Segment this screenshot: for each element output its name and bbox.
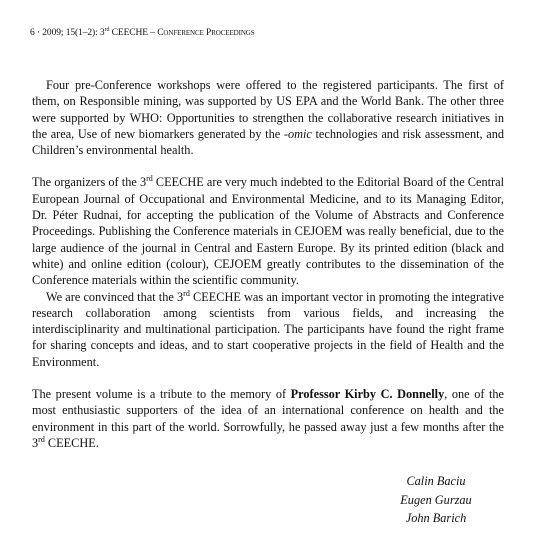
ordinal-superscript: rd bbox=[146, 174, 153, 184]
omic-term: -omic bbox=[283, 126, 312, 141]
signature-name: Eugen Gurzau bbox=[400, 492, 472, 507]
conclusion-text: CEECHE was an important vector in promoting the integrative research collaboration among scientists from various fields, and increasing the interdisciplinarity and multinational participation. The participants have found the right frame for sharing concepts and ideas, and to start cooperative projects in the field of Health and the Environment. bbox=[32, 289, 505, 369]
paragraph-acknowledgements bbox=[32, 174, 504, 288]
workshops-text: Four pre-Conference workshops were offered to the registered participants. The first of them, on Responsible mining, was supported by US EPA and the World Bank. The other three were supported by WHO: Opportunities to strengthen the collaborative research initiatives in the area, Use of new biomarkers generated by the bbox=[32, 78, 504, 141]
body-text bbox=[32, 77, 504, 451]
header-dash: – bbox=[147, 28, 158, 38]
signature-name: Calin Baciu bbox=[406, 474, 466, 488]
tribute-text: , one of the most enthusiastic supporters of the idea of an international conference on health and the environment in this part of the world. Sorrowfully, he passed away just a few months after the 3 bbox=[32, 387, 505, 450]
paragraph-conclusion bbox=[32, 289, 504, 370]
acknowledgements-text: CEECHE are very much indebted to the Editorial Board of the Central European Journal of Occupational and Environmental Medicine, and to its Managing Editor, Dr. Péter Rudnai, for accepting the publication of the Volume of Abstracts and Conference Proceedings. Publishing the Conference materials in CEJOEM was really beneficial, due to the large audience of the journal in Central and Eastern Europe. By its printed edition (black and white) and online edition (colour), CEJOEM greatly contributes to the dissemination of the Conference materials within the scientific community. bbox=[32, 175, 504, 288]
signature-block bbox=[386, 472, 486, 528]
ordinal-superscript: rd bbox=[104, 27, 110, 33]
paragraph-workshops bbox=[32, 77, 504, 158]
tribute-end: CEECHE. bbox=[44, 435, 99, 450]
ordinal-superscript: rd bbox=[38, 434, 45, 444]
running-header bbox=[30, 28, 255, 38]
journal-reference: 2009; 15(1–2): 3 bbox=[42, 28, 105, 38]
proceedings-label: Conference Proceedings bbox=[157, 28, 255, 38]
acknowledgements-start: The organizers of the 3 bbox=[32, 175, 147, 190]
ordinal-superscript: rd bbox=[183, 288, 190, 298]
header-separator: · bbox=[34, 28, 43, 38]
paragraph-tribute bbox=[32, 386, 504, 451]
honoree-name: Professor Kirby C. Donnelly bbox=[290, 387, 445, 402]
page-number: 6 bbox=[30, 28, 35, 38]
conclusion-start: We are convinced that the 3 bbox=[46, 289, 184, 304]
conference-name: CEECHE bbox=[109, 28, 148, 38]
signature-name: John Barich bbox=[405, 511, 467, 525]
workshops-text-end: technologies and risk assessment, and Children’s environmental health. bbox=[32, 126, 504, 158]
tribute-start: The present volume is a tribute to the memory of bbox=[32, 387, 291, 402]
